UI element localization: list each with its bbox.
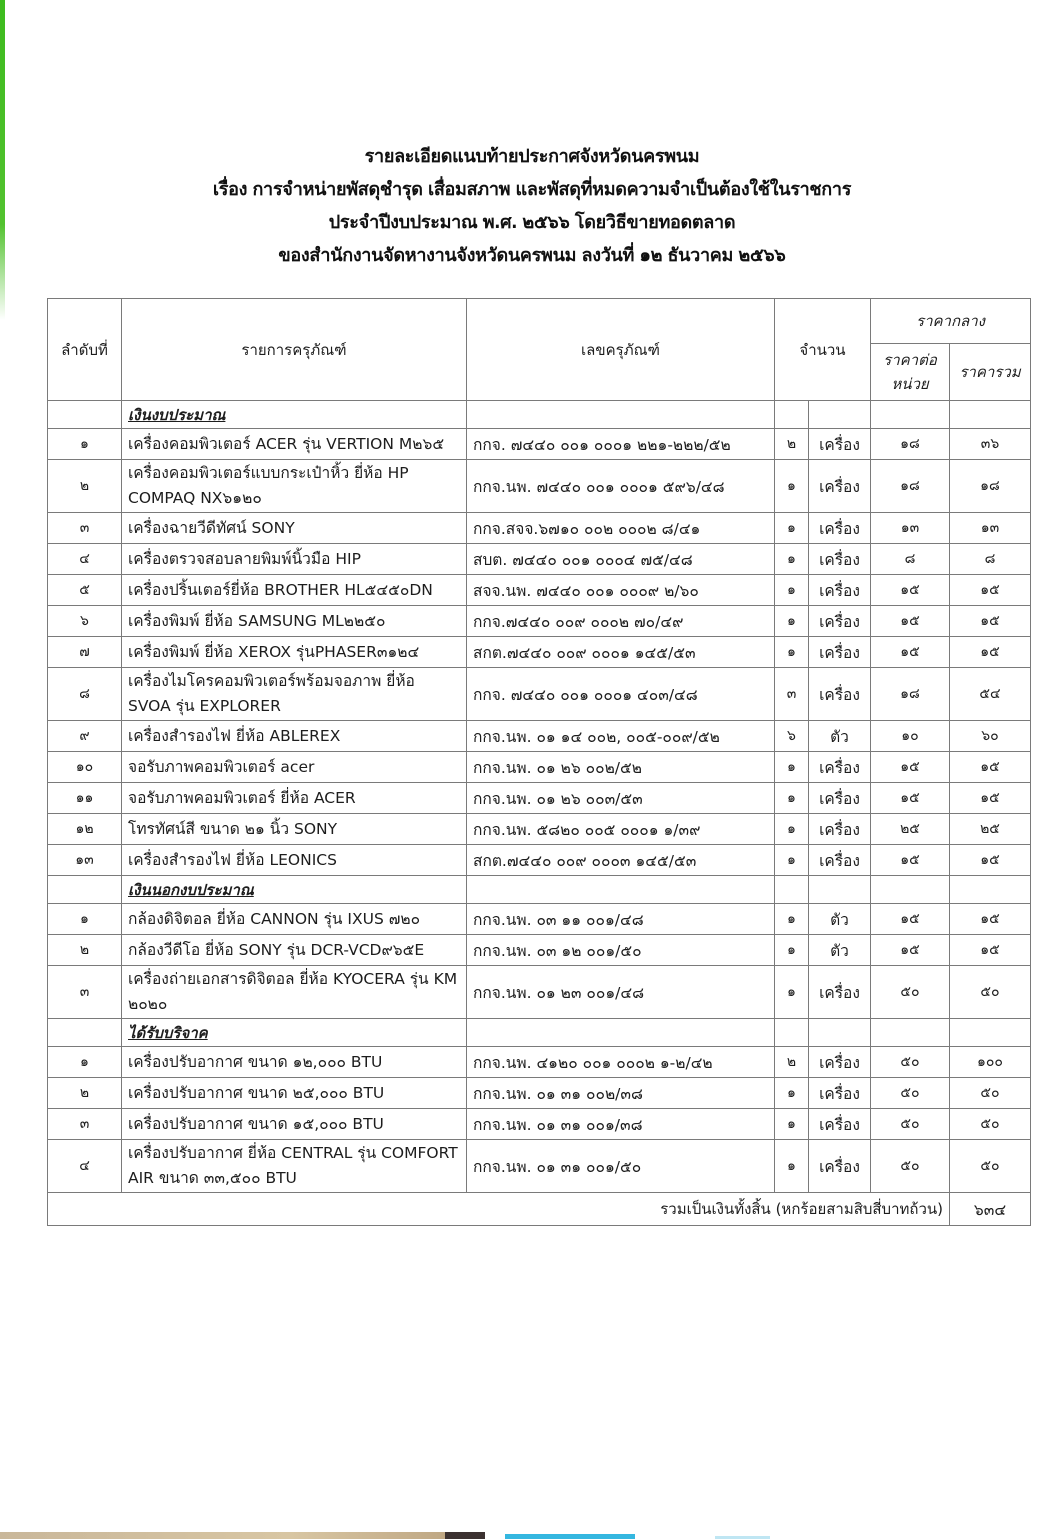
- row-unit: เครื่อง: [809, 1078, 871, 1109]
- row-seq: ๗: [48, 637, 122, 668]
- row-asset-no: กกจ. ๗๔๔๐ ๐๐๑ ๐๐๐๑ ๔๐๓/๔๘: [467, 668, 775, 721]
- row-total: ๕๐: [950, 1078, 1031, 1109]
- row-item: จอรับภาพคอมพิวเตอร์ acer: [122, 752, 467, 783]
- row-asset-no: กกจ.นพ. ๕๘๒๐ ๐๐๕ ๐๐๐๑ ๑/๓๙: [467, 814, 775, 845]
- table-row: [48, 752, 1031, 783]
- row-item: จอรับภาพคอมพิวเตอร์ ยี่ห้อ ACER: [122, 783, 467, 814]
- section-qty-empty: [775, 401, 809, 429]
- section-seq-empty: [48, 401, 122, 429]
- row-item: เครื่องปริ้นเตอร์ยี่ห้อ BROTHER HL๕๔๕๐DN: [122, 575, 467, 606]
- row-seq: ๒: [48, 460, 122, 513]
- row-qty: ๓: [775, 668, 809, 721]
- section-title: ได้รับบริจาค: [128, 1023, 208, 1042]
- section-total-empty: [950, 1019, 1031, 1047]
- row-item: เครื่องสำรองไฟ ยี่ห้อ LEONICS: [122, 845, 467, 876]
- row-unit: เครื่อง: [809, 429, 871, 460]
- row-qty: ๑: [775, 845, 809, 876]
- header-median-price: ราคากลาง: [871, 299, 1031, 344]
- section-unit-empty: [809, 876, 871, 904]
- row-seq: ๘: [48, 668, 122, 721]
- row-unit-price: ๑๘: [871, 460, 950, 513]
- row-unit: เครื่อง: [809, 1047, 871, 1078]
- row-qty: ๑: [775, 513, 809, 544]
- row-asset-no: กกจ. ๗๔๔๐ ๐๐๑ ๐๐๐๑ ๒๒๑-๒๒๒/๕๒: [467, 429, 775, 460]
- row-seq: ๒: [48, 1078, 122, 1109]
- title-line-1: รายละเอียดแนบท้ายประกาศจังหวัดนครพนม: [364, 146, 700, 167]
- row-unit-price: ๕๐: [871, 1140, 950, 1193]
- row-item: เครื่องพิมพ์ ยี่ห้อ XEROX รุ่นPHASER๓๑๒๔: [122, 637, 467, 668]
- section-total-empty: [950, 401, 1031, 429]
- row-total: ๓๖: [950, 429, 1031, 460]
- row-unit-price: ๕๐: [871, 1078, 950, 1109]
- row-seq: ๒: [48, 935, 122, 966]
- row-item: โทรทัศน์สี ขนาด ๒๑ นิ้ว SONY: [122, 814, 467, 845]
- row-seq: ๓: [48, 1109, 122, 1140]
- row-qty: ๑: [775, 966, 809, 1019]
- table-body: [48, 401, 1031, 1226]
- row-item: เครื่องถ่ายเอกสารดิจิตอล ยี่ห้อ KYOCERA รุ่น KM ๒๐๒๐: [122, 966, 467, 1019]
- row-total: ๖๐: [950, 721, 1031, 752]
- table-row: [48, 1109, 1031, 1140]
- table-row: [48, 1140, 1031, 1193]
- table-header-row-1: [48, 299, 1031, 344]
- row-seq: ๑๐: [48, 752, 122, 783]
- section-row: [48, 1019, 1031, 1047]
- row-item: เครื่องสำรองไฟ ยี่ห้อ ABLEREX: [122, 721, 467, 752]
- table-row: [48, 904, 1031, 935]
- row-asset-no: กกจ.นพ. ๐๑ ๓๑ ๐๐๑/๓๘: [467, 1109, 775, 1140]
- section-title-cell: [122, 1019, 467, 1047]
- row-unit: เครื่อง: [809, 606, 871, 637]
- table-row: [48, 1047, 1031, 1078]
- row-item: เครื่องปรับอากาศ ขนาด ๑๕,๐๐๐ BTU: [122, 1109, 467, 1140]
- row-qty: ๑: [775, 1140, 809, 1193]
- row-unit-price: ๕๐: [871, 1047, 950, 1078]
- section-title-cell: [122, 401, 467, 429]
- row-asset-no: สจจ.นพ. ๗๔๔๐ ๐๐๑ ๐๐๐๙ ๒/๖๐: [467, 575, 775, 606]
- row-unit-price: ๑๕: [871, 783, 950, 814]
- row-seq: ๑: [48, 1047, 122, 1078]
- row-unit: ตัว: [809, 721, 871, 752]
- row-seq: ๖: [48, 606, 122, 637]
- row-qty: ๑: [775, 460, 809, 513]
- scan-artifact-blue: [505, 1534, 635, 1539]
- table-row: [48, 429, 1031, 460]
- header-seq: ลำดับที่: [48, 299, 122, 401]
- row-unit-price: ๑๐: [871, 721, 950, 752]
- row-seq: ๔: [48, 544, 122, 575]
- row-asset-no: กกจ.นพ. ๐๓ ๑๑ ๐๐๑/๔๘: [467, 904, 775, 935]
- row-qty: ๑: [775, 935, 809, 966]
- row-qty: ๑: [775, 783, 809, 814]
- table-row: [48, 637, 1031, 668]
- row-total: ๕๐: [950, 1140, 1031, 1193]
- table-row: [48, 783, 1031, 814]
- scan-artifact-dark: [445, 1532, 485, 1539]
- table-row: [48, 575, 1031, 606]
- section-row: [48, 401, 1031, 429]
- table-row: [48, 544, 1031, 575]
- section-qty-empty: [775, 876, 809, 904]
- row-total: ๑๕: [950, 783, 1031, 814]
- row-asset-no: กกจ.นพ. ๐๓ ๑๒ ๐๐๑/๕๐: [467, 935, 775, 966]
- row-item: เครื่องคอมพิวเตอร์ ACER รุ่น VERTION M๒๖๕: [122, 429, 467, 460]
- row-unit: เครื่อง: [809, 1109, 871, 1140]
- row-asset-no: กกจ.๗๔๔๐ ๐๐๙ ๐๐๐๒ ๗๐/๔๙: [467, 606, 775, 637]
- row-qty: ๑: [775, 1078, 809, 1109]
- section-unitprice-empty: [871, 1019, 950, 1047]
- row-item: เครื่องปรับอากาศ ยี่ห้อ CENTRAL รุ่น COMFORT AIR ขนาด ๓๓,๕๐๐ BTU: [122, 1140, 467, 1193]
- section-title: เงินนอกงบประมาณ: [128, 880, 254, 899]
- row-qty: ๒: [775, 429, 809, 460]
- row-item: กล้องวีดีโอ ยี่ห้อ SONY รุ่น DCR-VCD๙๖๕E: [122, 935, 467, 966]
- row-total: ๑๕: [950, 845, 1031, 876]
- header-unit-price: ราคาต่อหน่วย: [871, 344, 950, 401]
- row-asset-no: กกจ.สจจ.๖๗๑๐ ๐๐๒ ๐๐๐๒ ๘/๔๑: [467, 513, 775, 544]
- section-unit-empty: [809, 401, 871, 429]
- row-seq: ๕: [48, 575, 122, 606]
- row-unit-price: ๑๘: [871, 668, 950, 721]
- row-asset-no: กกจ.นพ. ๐๑ ๑๔ ๐๐๒, ๐๐๕-๐๐๙/๕๒: [467, 721, 775, 752]
- row-total: ๕๔: [950, 668, 1031, 721]
- row-qty: ๖: [775, 721, 809, 752]
- row-asset-no: กกจ.นพ. ๐๑ ๓๑ ๐๐๑/๕๐: [467, 1140, 775, 1193]
- row-total: ๑๓: [950, 513, 1031, 544]
- section-unitprice-empty: [871, 401, 950, 429]
- section-seq-empty: [48, 876, 122, 904]
- table-row: [48, 513, 1031, 544]
- row-unit-price: ๑๕: [871, 575, 950, 606]
- row-unit: เครื่อง: [809, 966, 871, 1019]
- row-seq: ๑๒: [48, 814, 122, 845]
- row-unit: เครื่อง: [809, 783, 871, 814]
- section-unit-empty: [809, 1019, 871, 1047]
- title-line-2: เรื่อง การจำหน่ายพัสดุชำรุด เสื่อมสภาพ และพัสดุที่หมดความจำเป็นต้องใช้ในราชการ: [212, 179, 852, 200]
- row-unit: ตัว: [809, 935, 871, 966]
- section-asset-empty: [467, 876, 775, 904]
- table-row: [48, 966, 1031, 1019]
- section-asset-empty: [467, 1019, 775, 1047]
- row-unit: ตัว: [809, 904, 871, 935]
- table-row: [48, 721, 1031, 752]
- row-unit: เครื่อง: [809, 845, 871, 876]
- row-unit-price: ๑๕: [871, 637, 950, 668]
- row-seq: ๓: [48, 966, 122, 1019]
- row-seq: ๔: [48, 1140, 122, 1193]
- row-item: เครื่องปรับอากาศ ขนาด ๒๕,๐๐๐ BTU: [122, 1078, 467, 1109]
- section-total-empty: [950, 876, 1031, 904]
- header-total-price: ราคารวม: [950, 344, 1031, 401]
- row-unit-price: ๘: [871, 544, 950, 575]
- row-seq: ๑๑: [48, 783, 122, 814]
- section-asset-empty: [467, 401, 775, 429]
- row-qty: ๑: [775, 752, 809, 783]
- row-qty: ๑: [775, 606, 809, 637]
- row-item: กล้องดิจิตอล ยี่ห้อ CANNON รุ่น IXUS ๗๒๐: [122, 904, 467, 935]
- row-unit-price: ๑๘: [871, 429, 950, 460]
- table-row: [48, 606, 1031, 637]
- row-asset-no: สกต.๗๔๔๐ ๐๐๙ ๐๐๐๓ ๑๔๕/๕๓: [467, 845, 775, 876]
- row-unit-price: ๑๕: [871, 752, 950, 783]
- row-asset-no: กกจ.นพ. ๐๑ ๒๖ ๐๐๒/๕๒: [467, 752, 775, 783]
- table-row: [48, 460, 1031, 513]
- row-unit-price: ๒๕: [871, 814, 950, 845]
- row-unit: เครื่อง: [809, 752, 871, 783]
- row-item: เครื่องไมโครคอมพิวเตอร์พร้อมจอภาพ ยี่ห้อ SVOA รุ่น EXPLORER: [122, 668, 467, 721]
- row-unit-price: ๑๕: [871, 904, 950, 935]
- row-seq: ๑: [48, 904, 122, 935]
- row-total: ๒๕: [950, 814, 1031, 845]
- row-total: ๑๐๐: [950, 1047, 1031, 1078]
- row-total: ๕๐: [950, 966, 1031, 1019]
- row-item: เครื่องคอมพิวเตอร์แบบกระเป๋าหิ้ว ยี่ห้อ HP COMPAQ NX๖๑๒๐: [122, 460, 467, 513]
- row-item: เครื่องตรวจสอบลายพิมพ์นิ้วมือ HIP: [122, 544, 467, 575]
- section-qty-empty: [775, 1019, 809, 1047]
- asset-disposal-table: [47, 298, 1031, 1226]
- table-row: [48, 845, 1031, 876]
- grand-total-row: [48, 1193, 1031, 1226]
- row-unit-price: ๕๐: [871, 966, 950, 1019]
- scan-bottom-strip: [0, 1532, 1064, 1539]
- row-item: เครื่องปรับอากาศ ขนาด ๑๒,๐๐๐ BTU: [122, 1047, 467, 1078]
- row-unit: เครื่อง: [809, 637, 871, 668]
- row-seq: ๙: [48, 721, 122, 752]
- row-qty: ๑: [775, 544, 809, 575]
- section-row: [48, 876, 1031, 904]
- header-item: รายการครุภัณฑ์: [122, 299, 467, 401]
- row-total: ๕๐: [950, 1109, 1031, 1140]
- table-row: [48, 935, 1031, 966]
- row-item: เครื่องพิมพ์ ยี่ห้อ SAMSUNG ML๒๒๕๐: [122, 606, 467, 637]
- row-total: ๑๕: [950, 904, 1031, 935]
- row-unit-price: ๑๕: [871, 606, 950, 637]
- row-item: เครื่องฉายวีดีทัศน์ SONY: [122, 513, 467, 544]
- row-asset-no: สกต.๗๔๔๐ ๐๐๙ ๐๐๐๑ ๑๔๕/๕๓: [467, 637, 775, 668]
- row-unit-price: ๕๐: [871, 1109, 950, 1140]
- row-seq: ๑: [48, 429, 122, 460]
- row-unit: เครื่อง: [809, 575, 871, 606]
- row-total: ๑๕: [950, 935, 1031, 966]
- section-unitprice-empty: [871, 876, 950, 904]
- section-title-cell: [122, 876, 467, 904]
- row-unit: เครื่อง: [809, 668, 871, 721]
- section-seq-empty: [48, 1019, 122, 1047]
- row-unit-price: ๑๕: [871, 935, 950, 966]
- row-qty: ๑: [775, 637, 809, 668]
- row-seq: ๑๓: [48, 845, 122, 876]
- header-quantity: จำนวน: [775, 299, 871, 401]
- row-seq: ๓: [48, 513, 122, 544]
- table-row: [48, 1078, 1031, 1109]
- grand-total-value: ๖๓๔: [950, 1193, 1031, 1226]
- grand-total-label: รวมเป็นเงินทั้งสิ้น (หกร้อยสามสิบสี่บาทถ้วน): [48, 1193, 950, 1226]
- row-total: ๘: [950, 544, 1031, 575]
- document-title-block: [0, 140, 1064, 272]
- row-asset-no: กกจ.นพ. ๐๑ ๒๖ ๐๐๓/๕๓: [467, 783, 775, 814]
- section-title: เงินงบประมาณ: [128, 405, 226, 424]
- row-unit: เครื่อง: [809, 460, 871, 513]
- row-asset-no: กกจ.นพ. ๐๑ ๒๓ ๐๐๑/๔๘: [467, 966, 775, 1019]
- row-total: ๑๕: [950, 606, 1031, 637]
- row-qty: ๒: [775, 1047, 809, 1078]
- row-qty: ๑: [775, 1109, 809, 1140]
- scan-artifact-tan: [0, 1532, 485, 1539]
- title-line-4: ของสำนักงานจัดหางานจังหวัดนครพนม ลงวันที่ ๑๒ ธันวาคม ๒๕๖๖: [278, 245, 786, 266]
- row-unit: เครื่อง: [809, 544, 871, 575]
- header-asset-no: เลขครุภัณฑ์: [467, 299, 775, 401]
- row-qty: ๑: [775, 575, 809, 606]
- row-asset-no: กกจ.นพ. ๔๑๒๐ ๐๐๑ ๐๐๐๒ ๑-๒/๔๒: [467, 1047, 775, 1078]
- row-total: ๑๕: [950, 637, 1031, 668]
- row-unit: เครื่อง: [809, 814, 871, 845]
- table-row: [48, 814, 1031, 845]
- row-asset-no: กกจ.นพ. ๐๑ ๓๑ ๐๐๒/๓๘: [467, 1078, 775, 1109]
- row-qty: ๑: [775, 814, 809, 845]
- table-row: [48, 668, 1031, 721]
- row-unit: เครื่อง: [809, 1140, 871, 1193]
- row-total: ๑๕: [950, 575, 1031, 606]
- row-unit-price: ๑๕: [871, 845, 950, 876]
- row-total: ๑๘: [950, 460, 1031, 513]
- row-asset-no: กกจ.นพ. ๗๔๔๐ ๐๐๑ ๐๐๐๑ ๕๙๖/๔๘: [467, 460, 775, 513]
- row-asset-no: สบต. ๗๔๔๐ ๐๐๑ ๐๐๐๔ ๗๕/๔๘: [467, 544, 775, 575]
- row-total: ๑๕: [950, 752, 1031, 783]
- row-unit: เครื่อง: [809, 513, 871, 544]
- row-unit-price: ๑๓: [871, 513, 950, 544]
- row-qty: ๑: [775, 904, 809, 935]
- title-line-3: ประจำปีงบประมาณ พ.ศ. ๒๕๖๖ โดยวิธีขายทอดตลาด: [328, 212, 736, 233]
